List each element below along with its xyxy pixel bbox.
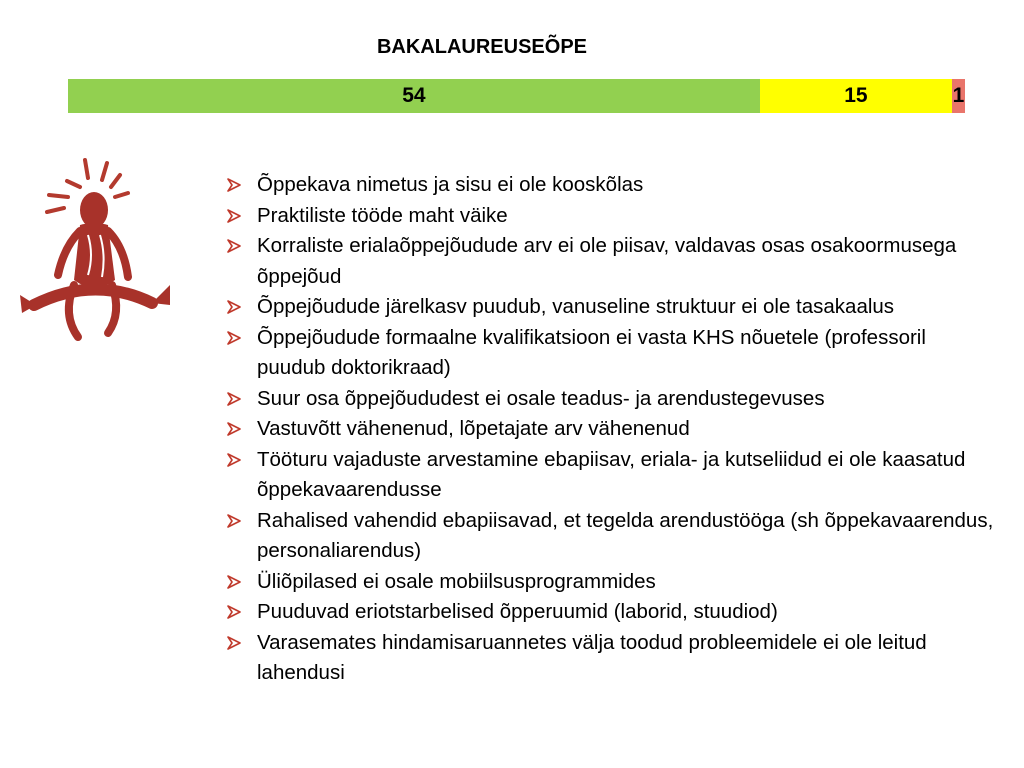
arrow-bullet-icon <box>226 384 246 414</box>
arrow-bullet-icon <box>226 170 246 200</box>
list-item <box>226 445 996 506</box>
list-item <box>226 567 996 598</box>
arrow-bullet-icon <box>226 292 246 322</box>
list-item-text: Suur osa õppejõududest ei osale teadus- ja arendustegevuses <box>257 386 825 410</box>
list-item <box>226 323 996 384</box>
bar-segment-label: 1 <box>952 84 965 107</box>
list-item-text: Vastuvõtt vähenenud, lõpetajate arv vähenenud <box>257 417 690 440</box>
slide-title: BAKALAUREUSEÕPE <box>376 36 588 58</box>
list-item <box>226 414 996 445</box>
list-item-text: Õppejõudude järelkasv puudub, vanuseline struktuur ei ole tasakaalus <box>257 295 895 318</box>
list-item-text: Praktiliste tööde maht väike <box>257 203 508 227</box>
bar-segment-label: 15 <box>844 84 868 107</box>
arrow-bullet-icon <box>226 201 246 231</box>
arrow-bullet-icon <box>226 445 246 475</box>
list-item-text: Korraliste erialaõppejõudude arv ei ole piisav, valdavas osas osakoormusega õppejõud <box>257 234 957 288</box>
list-item <box>226 231 996 292</box>
arrow-bullet-icon <box>226 506 246 536</box>
arrow-bullet-icon <box>226 414 246 444</box>
list-item <box>226 292 996 323</box>
arrow-bullet-icon <box>226 628 246 658</box>
bar-segment-label: 54 <box>402 84 426 107</box>
issue-list <box>226 170 996 689</box>
list-item-text: Varasemates hindamisaruannetes välja toodud probleemidele ei ole leitud lahendusi <box>257 630 927 684</box>
arrow-bullet-icon <box>226 231 246 261</box>
list-item-text: Üliõpilased ei osale mobiilsusprogrammides <box>257 569 656 593</box>
stressed-person-icon <box>12 155 187 345</box>
list-item-text: Õppekava nimetus ja sisu ei ole kooskõlas <box>257 173 644 196</box>
list-item <box>226 628 996 689</box>
arrow-bullet-icon <box>226 323 246 353</box>
bar-segment-green <box>68 79 760 113</box>
bar-segment-red <box>952 79 965 113</box>
arrow-bullet-icon <box>226 567 246 597</box>
list-item-text: Tööturu vajaduste arvestamine ebapiisav, eriala- ja kutseliidud ei ole kaasatud õppekavaarendusse <box>257 447 966 501</box>
arrow-bullet-icon <box>226 597 246 627</box>
list-item <box>226 384 996 415</box>
list-item-text: Rahalised vahendid ebapiisavad, et tegelda arendustööga (sh õppekavaarendus, personaliarendus) <box>257 508 994 562</box>
bar-segment-yellow <box>760 79 952 113</box>
list-item-text: Puuduvad eriotstarbelised õpperuumid (laborid, stuudiod) <box>257 600 778 623</box>
list-item-text: Õppejõudude formaalne kvalifikatsioon ei vasta KHS nõuetele (professoril puudub doktorikraad) <box>257 325 926 379</box>
list-item <box>226 597 996 628</box>
list-item <box>226 201 996 232</box>
list-item <box>226 506 996 567</box>
list-item <box>226 170 996 201</box>
stacked-bar <box>68 79 965 113</box>
